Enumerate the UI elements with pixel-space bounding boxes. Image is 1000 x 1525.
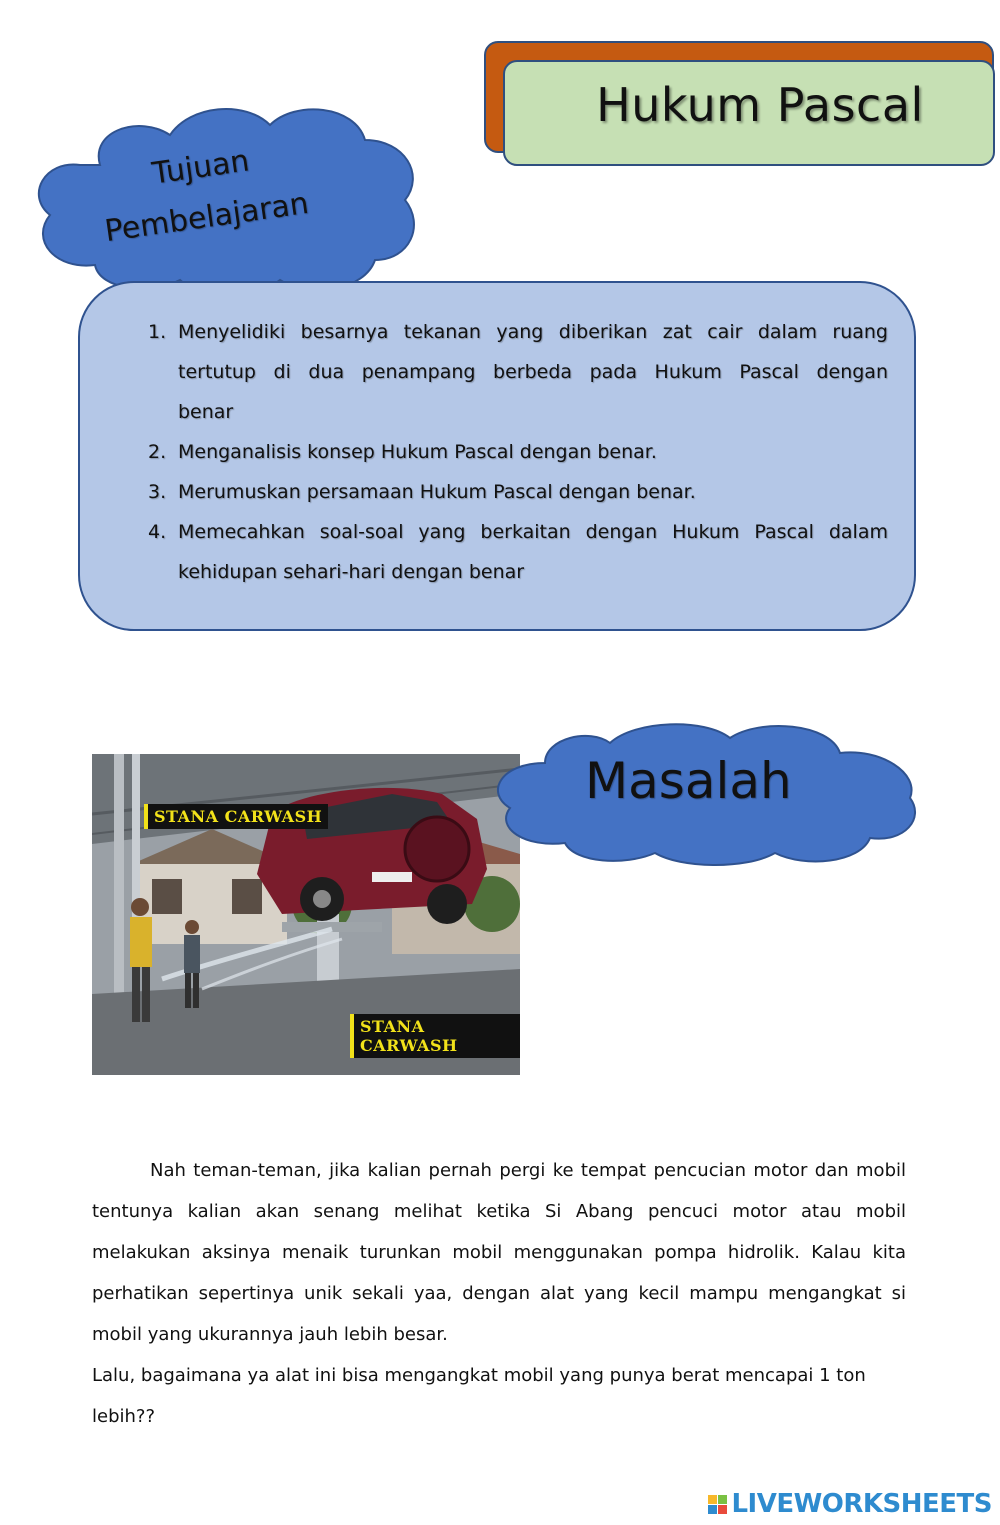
- page-title: Hukum Pascal: [596, 78, 924, 132]
- problem-cloud-title: Masalah: [585, 752, 792, 810]
- carwash-photo: [92, 754, 520, 1075]
- objective-item: [140, 472, 888, 512]
- objectives-cloud-title-line2: Pembelajaran: [102, 185, 311, 250]
- objective-text: Menganalisis konsep Hukum Pascal dengan benar.: [178, 441, 657, 463]
- objective-number: 4.: [148, 521, 167, 543]
- objective-number: 1.: [148, 321, 167, 343]
- logo-blocks-icon: [708, 1495, 727, 1514]
- objective-text-line: Memecahkan soal-soal yang berkaitan dengan Hukum Pascal dalam: [178, 521, 888, 543]
- objective-number: 2.: [148, 441, 167, 463]
- carwash-sign-bottom: STANA CARWASH: [350, 1014, 520, 1058]
- objective-item: [140, 432, 888, 472]
- objectives-cloud-title-line1: Tujuan: [150, 143, 252, 192]
- story-question: Lalu, bagaimana ya alat ini bisa mengangkat mobil yang punya berat mencapai 1 ton lebih??: [92, 1365, 866, 1427]
- objective-text: Merumuskan persamaan Hukum Pascal dengan benar.: [178, 481, 696, 503]
- carwash-sign-top: STANA CARWASH: [144, 804, 328, 829]
- objective-item: [140, 312, 888, 432]
- objective-text-line: tertutup di dua penampang berbeda pada Hukum Pascal dengan: [178, 361, 888, 383]
- objective-text-line: kehidupan sehari-hari dengan benar: [178, 561, 525, 583]
- objective-item: [140, 512, 888, 592]
- story-text: [92, 1150, 906, 1437]
- story-paragraph: Nah teman-teman, jika kalian pernah pergi ke tempat pencucian motor dan mobil tentunya kalian akan senang melihat ketika Si Abang pencuci motor atau mobil melakukan aksinya menaik turunkan mobil menggunakan pompa hidrolik. Kalau kita perhatikan sepertinya unik sekali yaa, dengan alat yang kecil mampu mengangkat si mobil yang ukurannya jauh lebih besar.: [92, 1160, 906, 1345]
- objective-text-line: benar: [178, 401, 234, 423]
- objectives-list: [140, 312, 888, 592]
- objective-number: 3.: [148, 481, 167, 503]
- objective-text-line: Menyelidiki besarnya tekanan yang diberikan zat cair dalam ruang: [178, 321, 888, 343]
- liveworksheets-logo: [708, 1489, 992, 1519]
- logo-text: LIVEWORKSHEETS: [731, 1489, 992, 1519]
